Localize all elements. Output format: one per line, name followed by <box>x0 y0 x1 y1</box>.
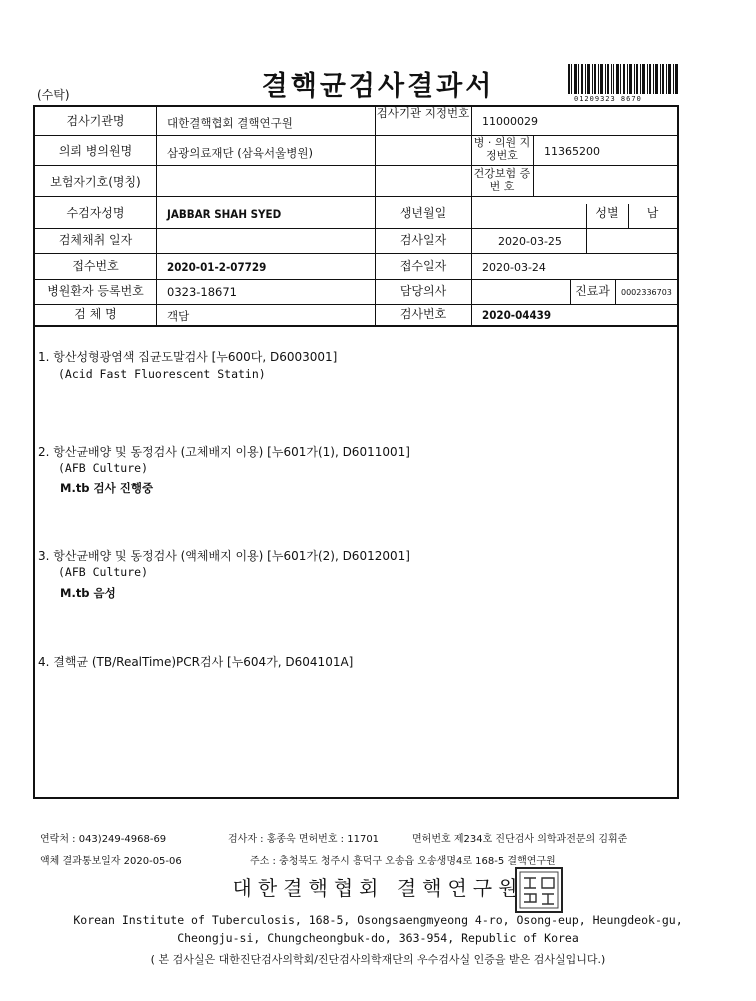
result-2-subtitle: (AFB Culture) <box>58 461 149 475</box>
specimen-value: 객담 <box>167 309 190 323</box>
address-english-line2: Cheongju-si, Chungcheongbuk-do, 363-954, Republic of Korea <box>177 931 579 945</box>
doctor-label: 담당의사 <box>399 284 447 298</box>
collection-date-label: 검체채취 일자 <box>58 233 133 247</box>
address-english-line1: Korean Institute of Tuberculosis, 168-5, Osongsaengmyeong 4-ro, Osong-eup, Heungdeok-gu, <box>73 913 683 927</box>
certification-note: ( 본 검사실은 대한진단검사의학회/진단검사의학재단의 우수검사실 인증을 받은 검사실입니다.) <box>150 953 606 966</box>
specimen-label: 검 체 명 <box>74 307 117 321</box>
hospital-reg-no-label: 병원환자 등록번호 <box>47 284 144 298</box>
department-value: 0002336703 <box>621 288 672 297</box>
result-3-title: 3. 항산균배양 및 동정검사 (액체배지 이용) [누601가(2), D6012001] <box>38 549 410 563</box>
result-2-value: M.tb 검사 진행중 <box>60 481 154 495</box>
report-date: 액체 결과통보일자 2020-05-06 <box>40 856 182 867</box>
sex-label: 성별 <box>595 206 619 220</box>
test-no-value: 2020-04439 <box>482 308 552 322</box>
specialist-info: 면허번호 제234호 진단검사 의학과전문의 김휘준 <box>412 834 628 845</box>
req-hosp-label: 의뢰 병의원명 <box>58 144 133 158</box>
receipt-date-value: 2020-03-24 <box>482 261 546 274</box>
result-4-title: 4. 결핵균 (TB/RealTime)PCR검사 [누604가, D604101A] <box>38 655 354 669</box>
test-date-value: 2020-03-25 <box>498 235 562 248</box>
barcode-number: 01209323 8670 <box>574 95 642 103</box>
result-3-subtitle: (AFB Culture) <box>58 565 149 579</box>
result-2-title: 2. 항산균배양 및 동정검사 (고체배지 이용) [누601가(1), D6011001] <box>38 445 410 459</box>
inst-label: 검사기관명 <box>66 114 125 128</box>
official-seal-stamp <box>514 866 564 914</box>
page-title: 결핵균검사결과서 <box>261 71 495 102</box>
info-table <box>33 105 679 327</box>
test-date-label: 검사일자 <box>399 233 447 247</box>
health-no-label: 건강보험 증 번 호 <box>473 167 531 193</box>
patient-name-value: JABBAR SHAH SYED <box>167 207 282 221</box>
results-box <box>33 325 679 799</box>
hosp-no-label: 병 · 의원 지정번호 <box>473 136 531 162</box>
req-hosp-value: 삼광의료재단 (삼육서울병원) <box>167 146 313 160</box>
request-type-label: (수탁) <box>37 88 70 102</box>
receipt-no-value: 2020-01-2-07729 <box>167 260 267 274</box>
department-label: 진료과 <box>575 284 610 298</box>
result-1-subtitle: (Acid Fast Fluorescent Statin) <box>58 367 266 381</box>
test-no-label: 검사번호 <box>399 307 447 321</box>
receipt-date-label: 접수일자 <box>399 259 447 273</box>
inst-no-value: 11000029 <box>482 115 538 128</box>
patient-name-label: 수검자성명 <box>66 206 125 220</box>
address-korean: 주소 : 충청북도 청주시 흥덕구 오송읍 오송생명4로 168-5 결핵연구원 <box>250 856 556 867</box>
insurance-label: 보험자기호(명칭) <box>50 175 141 189</box>
organization-name: 대한결핵협회 결핵연구원 <box>232 876 524 900</box>
inst-value: 대한결핵협회 결핵연구원 <box>167 116 293 130</box>
examiner-info: 검사자 : 홍종욱 면허번호 : 11701 <box>228 834 380 845</box>
receipt-no-label: 접수번호 <box>72 259 119 273</box>
result-1-title: 1. 항산성형광염색 집균도말검사 [누600다, D6003001] <box>38 350 338 364</box>
contact-phone: 연락처 : 043)249-4968-69 <box>40 834 167 845</box>
birth-date-label: 생년월일 <box>399 206 447 220</box>
barcode-image <box>568 64 678 94</box>
result-3-value: M.tb 음성 <box>60 586 116 600</box>
inst-no-label: 검사기관 지정번호 <box>376 106 470 120</box>
hosp-no-value: 11365200 <box>544 145 600 158</box>
hospital-reg-no-value: 0323-18671 <box>167 285 237 299</box>
sex-value: 남 <box>646 206 659 220</box>
